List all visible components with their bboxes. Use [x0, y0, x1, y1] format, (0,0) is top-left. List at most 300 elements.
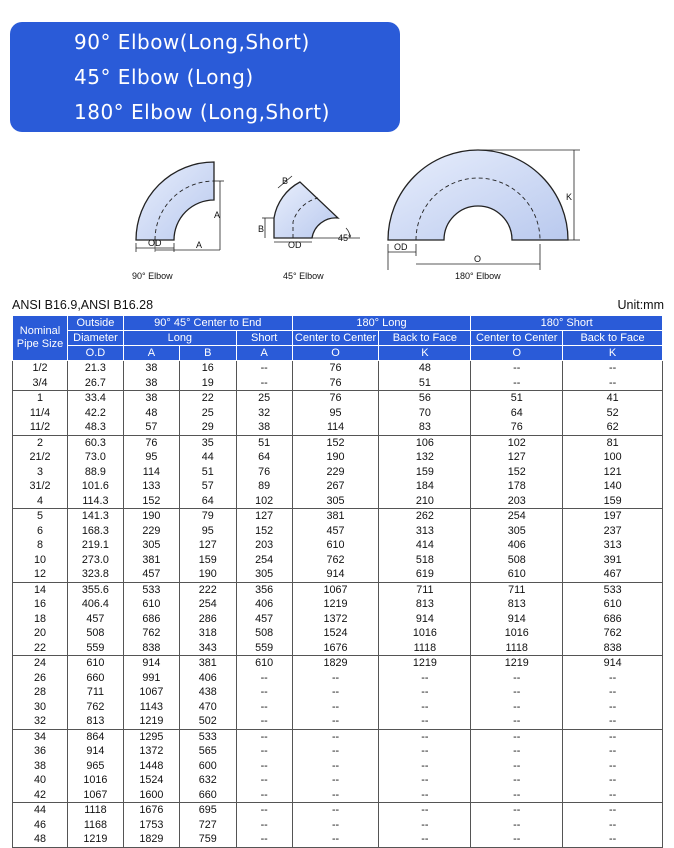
table-cell: 600 [179, 759, 236, 774]
table-cell: 1/2 [13, 361, 68, 376]
table-cell: 57 [179, 479, 236, 494]
header-long: Long [123, 331, 236, 346]
table-cell: -- [236, 685, 292, 700]
table-cell: 254 [236, 553, 292, 568]
table-cell: -- [563, 759, 663, 774]
table-cell: 1829 [292, 656, 379, 671]
table-cell: 695 [179, 803, 236, 818]
table-cell: 1143 [123, 700, 179, 715]
table-cell: 152 [471, 465, 563, 480]
table-cell: -- [379, 671, 471, 686]
table-cell: -- [563, 671, 663, 686]
table-cell: -- [563, 818, 663, 833]
table-cell: 32 [13, 714, 68, 729]
table-cell: 1753 [123, 818, 179, 833]
table-cell: -- [379, 729, 471, 744]
table-cell: 1600 [123, 788, 179, 803]
table-cell: 1372 [123, 744, 179, 759]
table-cell: -- [292, 759, 379, 774]
table-cell: 64 [236, 450, 292, 465]
table-cell: 343 [179, 641, 236, 656]
header-col-k: K [379, 346, 471, 361]
table-cell: -- [236, 744, 292, 759]
table-cell: 12 [13, 567, 68, 582]
table-cell: 190 [292, 450, 379, 465]
table-cell: 559 [67, 641, 123, 656]
a-label-90-side: A [214, 210, 221, 220]
table-cell: 813 [67, 714, 123, 729]
table-cell: -- [563, 729, 663, 744]
table-cell: 355.6 [67, 582, 123, 597]
table-cell: -- [236, 773, 292, 788]
table-cell: 533 [123, 582, 179, 597]
table-cell: -- [563, 832, 663, 847]
table-row [13, 524, 663, 539]
table-cell: 197 [563, 509, 663, 524]
a-label-90-bottom: A [196, 240, 203, 250]
table-row [13, 361, 663, 376]
table-row [13, 494, 663, 509]
table-cell: 2 [13, 435, 68, 450]
table-row [13, 744, 663, 759]
table-cell: 51 [379, 376, 471, 391]
table-cell: 24 [13, 656, 68, 671]
table-cell: 1524 [123, 773, 179, 788]
table-cell: 533 [179, 729, 236, 744]
table-cell: 26 [13, 671, 68, 686]
header-group-180-long: 180° Long [292, 316, 471, 331]
table-cell: 114 [123, 465, 179, 480]
table-cell: 1118 [471, 641, 563, 656]
table-cell: 11/4 [13, 406, 68, 421]
table-cell: -- [236, 671, 292, 686]
table-cell: 565 [179, 744, 236, 759]
table-cell: 16 [179, 361, 236, 376]
table-cell: 46 [13, 818, 68, 833]
table-cell: -- [236, 361, 292, 376]
table-cell: -- [563, 744, 663, 759]
table-cell: -- [292, 685, 379, 700]
table-cell: 48.3 [67, 420, 123, 435]
table-cell: 323.8 [67, 567, 123, 582]
table-cell: -- [471, 759, 563, 774]
table-row [13, 729, 663, 744]
table-cell: 273.0 [67, 553, 123, 568]
table-cell: 305 [123, 538, 179, 553]
table-cell: 914 [563, 656, 663, 671]
table-cell: 914 [67, 744, 123, 759]
table-cell: 18 [13, 612, 68, 627]
table-cell: 502 [179, 714, 236, 729]
table-cell: 559 [236, 641, 292, 656]
table-row [13, 450, 663, 465]
table-cell: 813 [471, 597, 563, 612]
table-cell: 32 [236, 406, 292, 421]
table-cell: 127 [471, 450, 563, 465]
table-cell: 610 [123, 597, 179, 612]
table-cell: -- [236, 729, 292, 744]
table-cell: -- [471, 832, 563, 847]
table-cell: 1829 [123, 832, 179, 847]
table-cell: 26.7 [67, 376, 123, 391]
b-label-45-top: B [282, 176, 289, 186]
table-cell: 51 [236, 435, 292, 450]
table-cell: 914 [379, 612, 471, 627]
table-cell: 318 [179, 626, 236, 641]
table-cell: 660 [179, 788, 236, 803]
table-row [13, 567, 663, 582]
table-row [13, 597, 663, 612]
header-group-180-short: 180° Short [471, 316, 663, 331]
table-cell: 991 [123, 671, 179, 686]
table-cell: -- [471, 671, 563, 686]
table-cell: 127 [236, 509, 292, 524]
header-col-b: B [179, 346, 236, 361]
table-cell: 1067 [123, 685, 179, 700]
table-cell: -- [292, 700, 379, 715]
table-cell: 508 [471, 553, 563, 568]
table-cell: 140 [563, 479, 663, 494]
header-outside-3: O.D [67, 346, 123, 361]
caption-180: 180° Elbow [455, 271, 501, 281]
table-cell: 727 [179, 818, 236, 833]
table-cell: 76 [236, 465, 292, 480]
table-cell: 73.0 [67, 450, 123, 465]
elbow-diagrams [0, 140, 674, 290]
table-cell: 508 [67, 626, 123, 641]
table-cell: 88.9 [67, 465, 123, 480]
table-cell: 42.2 [67, 406, 123, 421]
header-col-k-short: K [563, 346, 663, 361]
table-cell: 51 [471, 391, 563, 406]
table-cell: -- [236, 818, 292, 833]
table-cell: -- [563, 376, 663, 391]
table-cell: 100 [563, 450, 663, 465]
table-cell: 70 [379, 406, 471, 421]
table-cell: 159 [563, 494, 663, 509]
header-col-o-short: O [471, 346, 563, 361]
table-row [13, 818, 663, 833]
table-cell: 114 [292, 420, 379, 435]
table-cell: 457 [123, 567, 179, 582]
table-cell: 29 [179, 420, 236, 435]
table-cell: 102 [236, 494, 292, 509]
table-cell: 25 [236, 391, 292, 406]
table-cell: 406 [179, 671, 236, 686]
table-cell: 1 [13, 391, 68, 406]
table-cell: 35 [179, 435, 236, 450]
table-cell: -- [471, 700, 563, 715]
header-col-a-short: A [236, 346, 292, 361]
table-cell: 114.3 [67, 494, 123, 509]
table-row [13, 656, 663, 671]
table-cell: -- [563, 700, 663, 715]
table-row [13, 435, 663, 450]
table-cell: 1016 [471, 626, 563, 641]
table-row [13, 509, 663, 524]
table-cell: 21.3 [67, 361, 123, 376]
table-cell: 133 [123, 479, 179, 494]
banner-line-45: 45° Elbow (Long) [74, 65, 254, 89]
standard-label: ANSI B16.9,ANSI B16.28 [12, 298, 154, 312]
table-cell: 3 [13, 465, 68, 480]
header-group-center-to-end: 90° 45° Center to End [123, 316, 292, 331]
table-cell: 44 [179, 450, 236, 465]
table-cell: 1219 [471, 656, 563, 671]
table-cell: 76 [471, 420, 563, 435]
table-cell: -- [379, 714, 471, 729]
table-cell: -- [379, 685, 471, 700]
table-cell: 286 [179, 612, 236, 627]
table-cell: 48 [123, 406, 179, 421]
table-cell: 467 [563, 567, 663, 582]
table-cell: 76 [292, 361, 379, 376]
table-cell: 11/2 [13, 420, 68, 435]
table-cell: 57 [123, 420, 179, 435]
table-cell: 121 [563, 465, 663, 480]
table-header [13, 316, 663, 361]
table-cell: 203 [471, 494, 563, 509]
table-row [13, 626, 663, 641]
table-cell: 406.4 [67, 597, 123, 612]
table-cell: 914 [471, 612, 563, 627]
table-cell: 64 [179, 494, 236, 509]
table-cell: -- [379, 788, 471, 803]
table-row [13, 538, 663, 553]
banner-line-90: 90° Elbow(Long,Short) [74, 30, 310, 54]
table-cell: 1676 [123, 803, 179, 818]
table-cell: 632 [179, 773, 236, 788]
table-cell: 152 [292, 435, 379, 450]
table-cell: 1295 [123, 729, 179, 744]
table-cell: 610 [563, 597, 663, 612]
caption-90: 90° Elbow [132, 271, 173, 281]
table-cell: 60.3 [67, 435, 123, 450]
table-cell: 19 [179, 376, 236, 391]
unit-label: Unit:mm [617, 298, 664, 312]
diagram-180-elbow [388, 150, 580, 281]
table-cell: -- [379, 803, 471, 818]
table-cell: 22 [13, 641, 68, 656]
table-cell: 62 [563, 420, 663, 435]
table-cell: -- [292, 714, 379, 729]
table-cell: 305 [236, 567, 292, 582]
table-cell: -- [379, 832, 471, 847]
table-cell: 610 [236, 656, 292, 671]
table-cell: 44 [13, 803, 68, 818]
table-cell: 406 [471, 538, 563, 553]
table-cell: 25 [179, 406, 236, 421]
table-cell: 38 [123, 361, 179, 376]
table-cell: 41 [563, 391, 663, 406]
table-cell: 711 [67, 685, 123, 700]
dimensions-table [12, 315, 663, 848]
table-cell: 305 [292, 494, 379, 509]
table-cell: 190 [179, 567, 236, 582]
table-cell: -- [379, 818, 471, 833]
table-row [13, 612, 663, 627]
table-cell: -- [379, 773, 471, 788]
table-cell: 965 [67, 759, 123, 774]
table-cell: 229 [123, 524, 179, 539]
table-cell: -- [563, 361, 663, 376]
od-label-180: OD [394, 242, 408, 252]
table-cell: 51 [179, 465, 236, 480]
k-label-180: K [566, 192, 573, 202]
table-cell: 38 [236, 420, 292, 435]
table-row [13, 773, 663, 788]
table-cell: 42 [13, 788, 68, 803]
table-cell: -- [471, 376, 563, 391]
table-row [13, 700, 663, 715]
table-cell: 686 [563, 612, 663, 627]
table-cell: 16 [13, 597, 68, 612]
header-btf-long: Back to Face [379, 331, 471, 346]
header-col-o: O [292, 346, 379, 361]
caption-45: 45° Elbow [283, 271, 324, 281]
table-cell: 159 [379, 465, 471, 480]
table-cell: -- [292, 818, 379, 833]
table-cell: 914 [292, 567, 379, 582]
table-cell: 762 [123, 626, 179, 641]
table-cell: 762 [292, 553, 379, 568]
table-cell: 1168 [67, 818, 123, 833]
b-label-45-side: B [258, 224, 265, 234]
table-cell: 5 [13, 509, 68, 524]
table-cell: -- [379, 744, 471, 759]
table-cell: -- [471, 788, 563, 803]
table-row [13, 803, 663, 818]
table-cell: -- [292, 773, 379, 788]
table-cell: 518 [379, 553, 471, 568]
table-cell: 4 [13, 494, 68, 509]
table-cell: 391 [563, 553, 663, 568]
header-cte-short: Center to Center [471, 331, 563, 346]
table-cell: 203 [236, 538, 292, 553]
table-cell: 533 [563, 582, 663, 597]
table-cell: 1219 [292, 597, 379, 612]
table-cell: 81 [563, 435, 663, 450]
table-cell: 101.6 [67, 479, 123, 494]
banner-line-180: 180° Elbow (Long,Short) [74, 100, 330, 124]
table-cell: -- [236, 700, 292, 715]
table-cell: 6 [13, 524, 68, 539]
table-cell: 686 [123, 612, 179, 627]
table-cell: 132 [379, 450, 471, 465]
table-cell: 381 [292, 509, 379, 524]
table-cell: -- [292, 671, 379, 686]
table-cell: 28 [13, 685, 68, 700]
table-cell: 457 [67, 612, 123, 627]
table-cell: -- [471, 361, 563, 376]
table-cell: 1524 [292, 626, 379, 641]
table-cell: 168.3 [67, 524, 123, 539]
table-cell: 313 [563, 538, 663, 553]
table-cell: 470 [179, 700, 236, 715]
table-cell: 30 [13, 700, 68, 715]
table-cell: 759 [179, 832, 236, 847]
header-nominal: Nominal Pipe Size [13, 316, 68, 361]
table-cell: 1067 [67, 788, 123, 803]
table-cell: 34 [13, 729, 68, 744]
table-cell: 89 [236, 479, 292, 494]
table-cell: 381 [123, 553, 179, 568]
header-btf-short: Back to Face [563, 331, 663, 346]
table-cell: -- [292, 788, 379, 803]
table-cell: 152 [123, 494, 179, 509]
table-cell: 38 [123, 391, 179, 406]
table-cell: 76 [292, 376, 379, 391]
table-cell: 38 [13, 759, 68, 774]
table-cell: 237 [563, 524, 663, 539]
table-cell: -- [471, 818, 563, 833]
table-row [13, 671, 663, 686]
table-cell: 406 [236, 597, 292, 612]
table-cell: 178 [471, 479, 563, 494]
table-cell: 313 [379, 524, 471, 539]
table-cell: 305 [471, 524, 563, 539]
table-cell: 762 [563, 626, 663, 641]
table-cell: 1118 [379, 641, 471, 656]
table-cell: 152 [236, 524, 292, 539]
table-row [13, 714, 663, 729]
table-cell: 95 [123, 450, 179, 465]
table-cell: -- [292, 744, 379, 759]
table-cell: 40 [13, 773, 68, 788]
table-row [13, 759, 663, 774]
table-cell: 48 [13, 832, 68, 847]
table-cell: 31/2 [13, 479, 68, 494]
table-row [13, 406, 663, 421]
table-cell: 254 [471, 509, 563, 524]
table-cell: 79 [179, 509, 236, 524]
table-cell: 711 [471, 582, 563, 597]
table-cell: 3/4 [13, 376, 68, 391]
table-cell: -- [236, 759, 292, 774]
table-cell: -- [563, 803, 663, 818]
table-cell: 229 [292, 465, 379, 480]
table-cell: -- [471, 803, 563, 818]
header-col-a: A [123, 346, 179, 361]
table-cell: -- [292, 729, 379, 744]
table-cell: -- [379, 700, 471, 715]
diagram-45-elbow [258, 176, 360, 281]
table-cell: -- [563, 714, 663, 729]
table-cell: 222 [179, 582, 236, 597]
table-row [13, 420, 663, 435]
table-cell: -- [236, 832, 292, 847]
table-cell: 1372 [292, 612, 379, 627]
table-cell: 762 [67, 700, 123, 715]
table-cell: 106 [379, 435, 471, 450]
table-cell: 1219 [123, 714, 179, 729]
table-cell: 38 [123, 376, 179, 391]
table-row [13, 582, 663, 597]
table-cell: 1676 [292, 641, 379, 656]
table-cell: 102 [471, 435, 563, 450]
table-cell: 33.4 [67, 391, 123, 406]
table-cell: 1016 [67, 773, 123, 788]
header-outside-1: Outside [67, 316, 123, 331]
table-cell: -- [292, 803, 379, 818]
table-cell: 95 [179, 524, 236, 539]
table-cell: 159 [179, 553, 236, 568]
table-row [13, 376, 663, 391]
table-cell: 438 [179, 685, 236, 700]
table-cell: 22 [179, 391, 236, 406]
table-cell: 813 [379, 597, 471, 612]
table-cell: 127 [179, 538, 236, 553]
